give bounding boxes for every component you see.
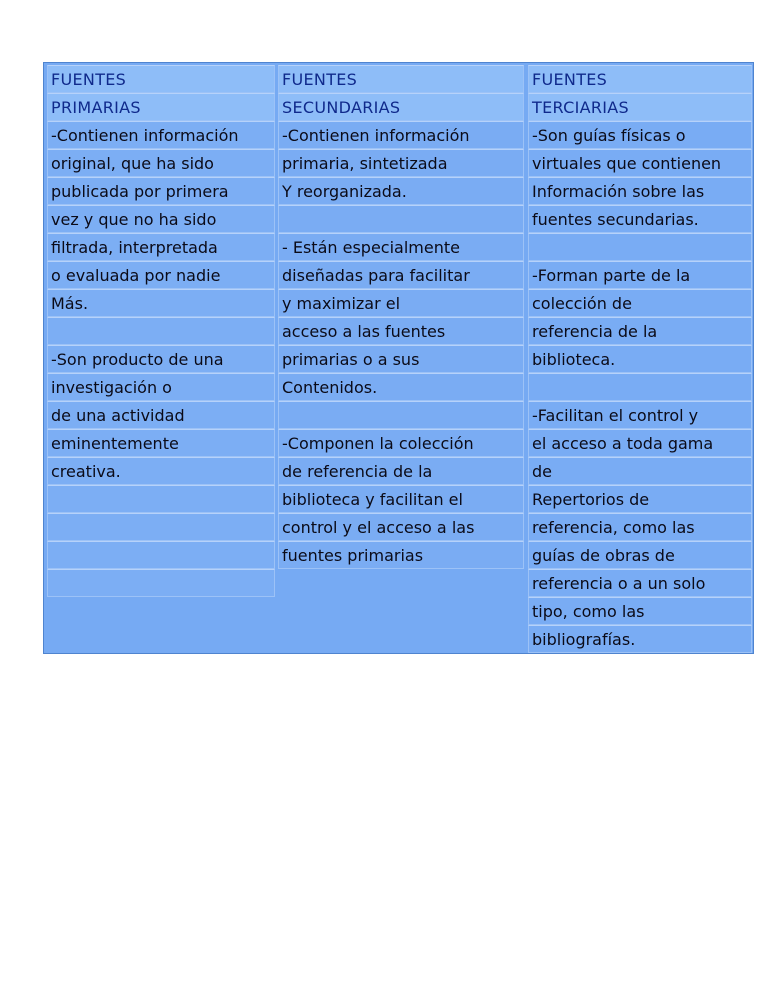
text-line: el acceso a toda gama: [528, 429, 752, 457]
text-line: fuentes primarias: [278, 541, 524, 569]
text-line: guías de obras de: [528, 541, 752, 569]
text-line: referencia, como las: [528, 513, 752, 541]
text-line: [47, 541, 275, 569]
text-line: -Contienen información: [278, 121, 524, 149]
text-line: Información sobre las: [528, 177, 752, 205]
text-line: creativa.: [47, 457, 275, 485]
text-line: Repertorios de: [528, 485, 752, 513]
column-heading-line: SECUNDARIAS: [278, 93, 524, 121]
column-heading-line: TERCIARIAS: [528, 93, 752, 121]
text-line: [47, 513, 275, 541]
text-line: referencia o a un solo: [528, 569, 752, 597]
text-line: original, que ha sido: [47, 149, 275, 177]
text-line: biblioteca.: [528, 345, 752, 373]
text-line: [47, 317, 275, 345]
column-heading-line: FUENTES: [278, 65, 524, 93]
text-line: bibliografías.: [528, 625, 752, 653]
text-line: Contenidos.: [278, 373, 524, 401]
text-line: control y el acceso a las: [278, 513, 524, 541]
text-line: -Forman parte de la: [528, 261, 752, 289]
text-line: referencia de la: [528, 317, 752, 345]
text-line: de una actividad: [47, 401, 275, 429]
text-line: eminentemente: [47, 429, 275, 457]
text-line: investigación o: [47, 373, 275, 401]
sources-comparison-table: [43, 62, 754, 654]
text-line: -Son guías físicas o: [528, 121, 752, 149]
text-line: [278, 205, 524, 233]
text-line: o evaluada por nadie: [47, 261, 275, 289]
text-line: filtrada, interpretada: [47, 233, 275, 261]
text-line: acceso a las fuentes: [278, 317, 524, 345]
text-line: tipo, como las: [528, 597, 752, 625]
column-primary-sources: [47, 65, 275, 597]
text-line: fuentes secundarias.: [528, 205, 752, 233]
text-line: [528, 233, 752, 261]
text-line: -Componen la colección: [278, 429, 524, 457]
text-line: de referencia de la: [278, 457, 524, 485]
text-line: -Son producto de una: [47, 345, 275, 373]
column-heading-line: FUENTES: [47, 65, 275, 93]
text-line: -Contienen información: [47, 121, 275, 149]
text-line: biblioteca y facilitan el: [278, 485, 524, 513]
text-line: diseñadas para facilitar: [278, 261, 524, 289]
text-line: de: [528, 457, 752, 485]
text-line: primaria, sintetizada: [278, 149, 524, 177]
text-line: colección de: [528, 289, 752, 317]
text-line: vez y que no ha sido: [47, 205, 275, 233]
text-line: virtuales que contienen: [528, 149, 752, 177]
text-line: y maximizar el: [278, 289, 524, 317]
text-line: Más.: [47, 289, 275, 317]
text-line: primarias o a sus: [278, 345, 524, 373]
text-line: - Están especialmente: [278, 233, 524, 261]
column-tertiary-sources: [528, 65, 752, 653]
text-line: -Facilitan el control y: [528, 401, 752, 429]
text-line: publicada por primera: [47, 177, 275, 205]
text-line: [47, 569, 275, 597]
text-line: [528, 373, 752, 401]
text-line: Y reorganizada.: [278, 177, 524, 205]
column-secondary-sources: [278, 65, 524, 569]
column-heading-line: PRIMARIAS: [47, 93, 275, 121]
text-line: [47, 485, 275, 513]
column-heading-line: FUENTES: [528, 65, 752, 93]
text-line: [278, 401, 524, 429]
